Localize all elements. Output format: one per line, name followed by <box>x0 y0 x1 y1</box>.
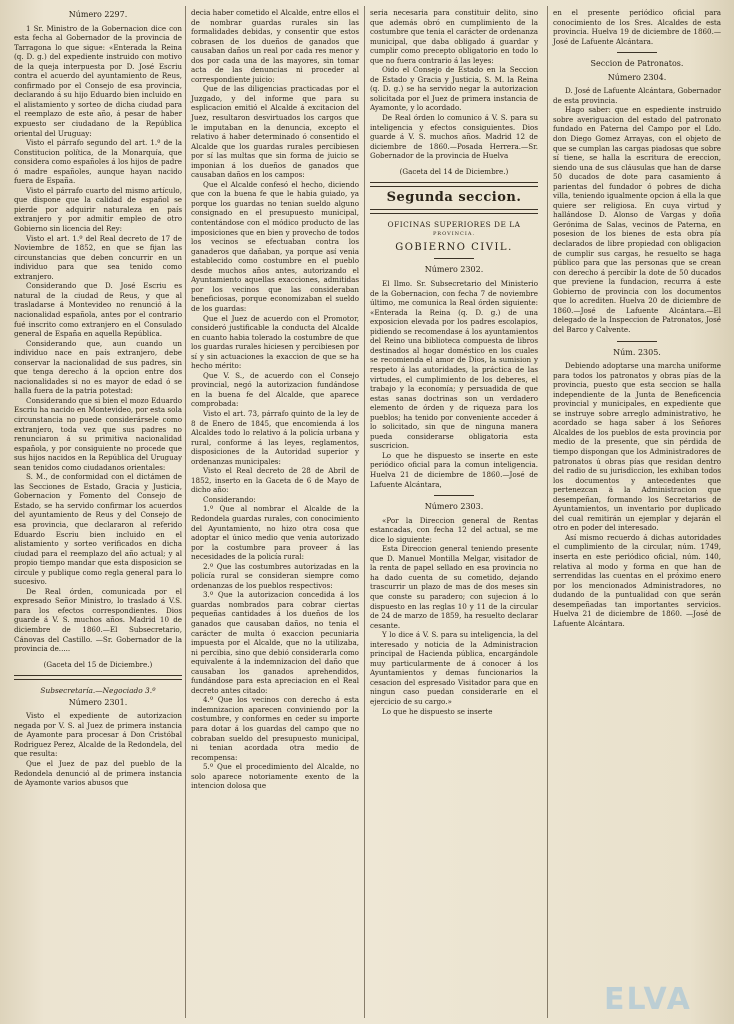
paragraph: El Ilmo. Sr. Subsecretario del Ministerio de la Gobernacion, con fecha 7 de noviembre último, me comunica la Real órden siguiente: «Enterada la Reina (q. D. g.) de una exposicion elevada por los padres escolapios, pidiendo se recomendase á los ayuntamientos del Reino una biblioteca compuesta de libros destinados al hogar doméstico en los cuales se recomienda el amor de Dios, la sumision y respeto á las autoridades, la práctica de las virtudes, el cumplimiento de los deberes, el trabajo y la economía; y persuadida de que estas sanas doctrinas son un verdadero elemento de órden y de riqueza para los pueblos; ha tenido por conveniente acceder á lo solicitado, sin que de ninguna manera pueda considerarse obligatoria esta suscricion. <box>370 279 538 451</box>
paragraph: Que el Alcalde confesó el hecho, diciendo que con la buena fe que le habia guiado, ya porque los guardas no tenian sueldo alguno consignado en el presupuesto municipal, contentándose con el módico producto de las imposiciones que en bien y provecho de todos los vecinos se efectuaban contra los ganaderos que dañaban, ya porque así venia establecido como costumbre en el pueblo desde muchos años antes, autorizando el Ayuntamiento aquellas exacciones, admitidas por los vecinos que las consideraban beneficiosas, porque economizaban el sueldo de los guardas: <box>191 179 359 313</box>
paragraph: Que de las diligencias practicadas por el Juzgado, y del informe que para su esplicacion emitió el Alcalde á excitacion del Juez, resultaron desvirtuados los cargos que le imputaban en la denuncia, excepto el relativo á haber determinado ó consentido el Alcalde que los guardas rurales percibiesen por sí las multas que sin forma de juicio se imponian á los dueños de ganados que causaban daños en los campos: <box>191 84 359 180</box>
paragraph: Considerando: <box>203 494 256 504</box>
paragraph: De Real órden lo comunico á V. S. para su inteligencia y efectos consiguientes. Dios guarde á V. S. muchos años. Madrid 12 de diciembre de 1860.—Posada Herrera.—Sr. Gobernador de la provincia de Huelva <box>370 113 538 161</box>
separator <box>370 209 538 214</box>
article-number: Número 2301. <box>68 697 128 707</box>
paragraph: Visto el art. 73, párrafo quinto de la ley de 8 de Enero de 1845, que encomienda á los Alcaldes todo lo relativo á la policía urbana y rural, conforme á las leyes, reglamentos, disposiciones de la Autoridad superior y ordenanzas municipales: <box>191 408 359 466</box>
section-title: Segunda seccion. <box>386 190 522 206</box>
paragraph: Visto el párrafo cuarto del mismo artículo, que dispone que la calidad de español se pierde por adquirir naturaleza en país extranjero y por admitir empleo de otro Gobierno sin licencia del Rey: <box>14 185 182 234</box>
paragraph: 3.º Que la autorizacion concedida á los guardas nombrados para cobrar ciertas pequeñas cantidades á los dueños de los ganados que causaban daños, no tenia el carácter de multa ó exaccion pecuniaria impuesta por el Alcalde, que no la utilizaba, ni percibia, sino que debió considerarla como equivalente á la indemnizacion del daño que causaban los ganados aprehendidos, fundándose para esta apreciacion en el Real decreto antes citado: <box>191 590 359 695</box>
paragraph: Que V. S., de acuerdo con el Consejo provincial, negó la autorizacion fundándose en la buena fe del Alcalde, que aparece comprobada: <box>191 370 359 409</box>
paragraph: 5.º Que el procedimiento del Alcalde, no solo aparece notoriamente exento de la intencion dolosa que <box>191 762 359 791</box>
paragraph: Visto el art. 1.º del Real decreto de 17 de Noviembre de 1852, en que se fijan las circunstancias que deben concurrir en un individuo para que sea tenido como extranjero. <box>14 233 182 281</box>
column-1 <box>14 8 182 788</box>
paragraph: «Por la Direccion general de Rentas estancadas, con fecha 12 del actual, se me dice lo siguiente: <box>370 515 538 544</box>
paragraph: Esta Direccion general teniendo presente que D. Manuel Montilla Melgar, visitador de la renta de papel sellado en esa provincia no ha dado cuenta de su cometido, dejando trascurrir un plazo de mas de dos meses sin que conste su paradero; con sujecion á lo dispuesto en las reglas 10 y 11 de la circular de 24 de marzo de 1859, ha resuelto declarar cesante. <box>370 544 538 630</box>
paragraph: Considerando que D. José Escriu es natural de la ciudad de Reus, y que al trasladarse á Montevideo no renunció á la nacionalidad española, antes por el contrario fué inscrito como extranjero en el Consulado general de España en aquella República. <box>14 281 182 339</box>
province-label: PROVINCIA. <box>432 231 476 238</box>
column-3 <box>370 8 538 716</box>
paragraph: Debiendo adoptarse una marcha uniforme para todos los patronatos y obras pías de la provincia, puesto que esta seccion se halla independiente de la Junta de Beneficencia provincial y municipales, en expediente que se instruye sobre arreglo administrativo, he acordado se haga saber á los Señores Alcaldes de los pueblos de esta provincia por medio de la presente, que sin pérdida de tiempo dispongan que los Administradores de patronatos ú obras pías que residan dentro del radio de su jurisdiccion, les exhiban todos los documentos y antecedentes que pertenezcan á la Administracion que desempeñan, formando los Secretarios de Ayuntamientos, un inventario por duplicado del cual remitirán un ejemplar y dejarán el otro en poder del interesado. <box>553 361 721 533</box>
gaceta-reference: (Gaceta del 14 de Diciembre.) <box>399 166 509 176</box>
paragraph: Así mismo recuerdo á dichas autoridades el cumplimiento de la circular, núm. 1749, inserta en este periódico oficial, núm. 140, relativa al modo y forma en que han de serrendidas las cuentas en el próximo enero por los mencionados Administradores, no dudando de la puntualidad con que serán desempeñadas tan importantes servicios. Huelva 21 de diciembre de 1860. —José de Lafuente Alcántara. <box>553 532 721 628</box>
paragraph: Lo que he dispuesto se inserte <box>382 706 493 716</box>
section-heading: Seccion de Patronatos. <box>590 59 684 69</box>
separator <box>14 675 182 680</box>
paragraph: 1.º Que al nombrar el Alcalde de la Redondela guardas rurales, con conocimiento del Ayuntamiento, no hizo otra cosa que adoptar el único medio que venia autorizado por la costumbre para proveer á las necesidades de la policía rural: <box>191 504 359 562</box>
separator <box>617 52 657 53</box>
paragraph: D. José de Lafuente Alcántara, Gobernador de esta provincia. <box>553 86 721 105</box>
paragraph: Visto el expediente de autorizacion negada por V. S. al Juez de primera instancia de Ayamonte para procesar á Don Cristóbal Rodriguez Perez, Alcalde de la Redondela, del que resulta: <box>14 711 182 759</box>
gobierno-civil-heading: GOBIERNO CIVIL. <box>395 241 513 253</box>
offices-heading: OFICINAS SUPERIORES DE LA <box>387 219 521 229</box>
column-4 <box>553 8 721 628</box>
paragraph: Que el Juez de acuerdo con el Promotor, consideró justificable la conducta del Alcalde en cuanto habia tolerado la costumbre de que los guardas rurales hiciesen y percibiesen por sí y sin actuaciones la exaccion de que se ha hecho mérito: <box>191 313 359 371</box>
article-number: Número 2297. <box>68 10 128 19</box>
separator <box>370 182 538 187</box>
paragraph: Visto el Real decreto de 28 de Abril de 1852, inserto en la Gaceta de 6 de Mayo de dicho año: <box>191 466 359 495</box>
column-divider <box>185 6 186 1018</box>
paragraph: seria necesaria para constituir delito, sino que además obró en cumplimiento de la costumbre que tenia el carácter de ordenanza municipal, que daba obligado á guardar y cumplir como precepto obligatorio en todo lo que no fuera contrario á las leyes: <box>370 8 538 65</box>
paragraph: De Real órden, comunicada por el expresado Señor Ministro, lo traslado á V.S. para los efectos correspondientes. Dios guarde á V. S. muchos años. Madrid 10 de diciembre de 1860.—El Subsecretario, Cánovas del Castillo. —Sr. Gobernador de la provincia de..... <box>14 586 182 654</box>
article-number: Número 2304. <box>607 72 667 82</box>
paragraph: decia haber cometido el Alcalde, entre ellos el de nombrar guardas rurales sin las formalidades debidas, y consentir que estos cobrasen de los dueños de ganados que causaban daños un real por cada res menor y dos por cada una de las mayores, sin tomar acta de las denuncias ni proceder al correspondiente juicio: <box>191 8 359 84</box>
column-2 <box>191 8 359 791</box>
paragraph: Oido el Consejo de Estado en la Seccion de Estado y Gracia y Justicia, S. M. la Reina (q. D. g.) se ha servido negar la autorizacion solicitada por el Juez de primera instancia de Ayamonte, y lo acordado. <box>370 65 538 113</box>
paragraph: 2.º Que las costumbres autorizadas en la policía rural se consideran siempre como ordenanzas de los pueblos respectivos: <box>191 561 359 590</box>
paragraph: Hago saber: que en espediente instruido sobre averiguacion del estado del patronato fundado en Paterna del Campo por el Ldo. don Diego Gomez Arrayas, con el objeto de que se cumplan las cargas piadosas que sobre sí tiene, se halla la escritura de ereccion, siendo una de sus cláusulas que han de darse 50 ducados de dote para casamiento á parientas del fundador ó pobres de dicha villa, teniendo igualmente opcion á ella la que quiere ser religiosa. En cuya virtud y hallándose D. Alonso de Vargas y doña Gerónima de Salas, vecinos de Paterna, en posesion de los bienes de esta obra pía declarados de libre propiedad con obligacion de cumplir sus cargas, he resuelto se haga público para que las personas que se crean con derecho á percibir la dote de 50 ducados que previene la fundacion, recurra á este Gobierno de provincia con los documentos que lo acrediten. Huelva 20 de diciembre de 1860.—José de Lafuente Alcántara.—El delegado de la Inspeccion de Patronatos, José del Barco y Calvente. <box>553 105 721 334</box>
paragraph: Considerando que si bien el mozo Eduardo Escriu ha nacido en Montevideo, por esta sola circunstancia no puede considerársele como extranjero, toda vez que sus padres no renunciaron á su primitiva nacionalidad española, y por consiguiente no procede que sus hijos nacidos en la República del Uruguay sean tenidos como ciudadanos orientales: <box>14 395 182 472</box>
separator <box>617 341 657 342</box>
paragraph: en el presente periódico oficial para conocimiento de los Sres. Alcaldes de esta provincia. Huelva 19 de diciembre de 1860.—José de Lafuente Alcántara. <box>553 8 721 46</box>
paragraph: S. M., de conformidad con el dictámen de las Secciones de Estado, Gracia y Justicia, Gobernacion y Fomento del Consejo de Estado, se ha servido confirmar los acuerdos del ayuntamiento de Reus y del Consejo de esa provincia, que declararon al referido Eduardo Escriu bien incluido en el alistamiento y sorteo verificados en dicha ciudad para el reemplazo del año actual; y al propio tiempo mandar que esta disposicion se circule y publique como regla general para lo sucesivo. <box>14 472 182 587</box>
paragraph: Considerando que, aun cuando un individuo nace en país extranjero, debe conservar la nacionalidad de sus padres, sin que tenga derecho á la opcion entre dos nacionalidades si no es mayor de edad ó se halla fuera de la patria potestad: <box>14 338 182 396</box>
sub-heading: Subsecretaría.—Negociado 3.º <box>40 686 156 696</box>
library-watermark: ELVA <box>604 982 692 1017</box>
paragraph: 1 Sr. Ministro de la Gobernacion dice con esta fecha al Gobernador de la provincia de Tarragona lo que sigue: «Enterada la Reina (q. D. g.) del expediente instruido con motivo de la queja interpuesta por D. José Escriu contra el acuerdo del ayuntamiento de Reus, confirmado por el Consejo de esa provincia, declarando á su hijo Eduardo bien incluido en el alistamiento y sorteo de dicha ciudad para el reemplazo de este año, á pesar de haber expuesto ser ciudadano de la República oriental del Uruguay: <box>14 23 182 138</box>
column-divider <box>547 6 548 1018</box>
paragraph: 4.º Que los vecinos con derecho á esta indemnizacion aparecen conviniendo por la costumbre, y conformes en ceder su importe para dotar á los guardas del campo que no cobraban sueldo del presupuesto municipal, ni tenian acordada otra medio de recompensa: <box>191 695 359 762</box>
column-divider <box>364 6 365 1018</box>
paragraph: Que el Juez de paz del pueblo de la Redondela denunció al de primera instancia de Ayamonte varios abusos que <box>14 759 182 788</box>
separator <box>434 258 474 259</box>
paragraph: Lo que he dispuesto se inserte en este periódico oficial para la comun inteligencia. Huelva 21 de diciembre de 1860.—José de Lafuente Alcántara, <box>370 450 538 489</box>
paragraph: Visto el párrafo segundo del art. 1.º de la Constitucion política, de la Monarquía, que considera como españoles á los hijos de padre ó madre españoles, aunque hayan nacido fuera de España. <box>14 138 182 186</box>
article-number: Número 2302. <box>424 265 484 275</box>
separator <box>434 495 474 496</box>
gaceta-reference: (Gaceta del 15 de Diciembre.) <box>43 659 153 669</box>
article-number: Número 2303. <box>424 502 484 512</box>
paragraph: Y lo dice á V. S. para su inteligencia, la del interesado y noticia de la Administracion principal de Hacienda pública, encargándole muy particularmente de á conocer á los Ayuntamientos y demas funcionarios la cesacion del espresado Visitador para que en ningun caso puedan considerarle en el ejercicio de su cargo.» <box>370 630 538 706</box>
article-number: Núm. 2305. <box>613 347 661 357</box>
